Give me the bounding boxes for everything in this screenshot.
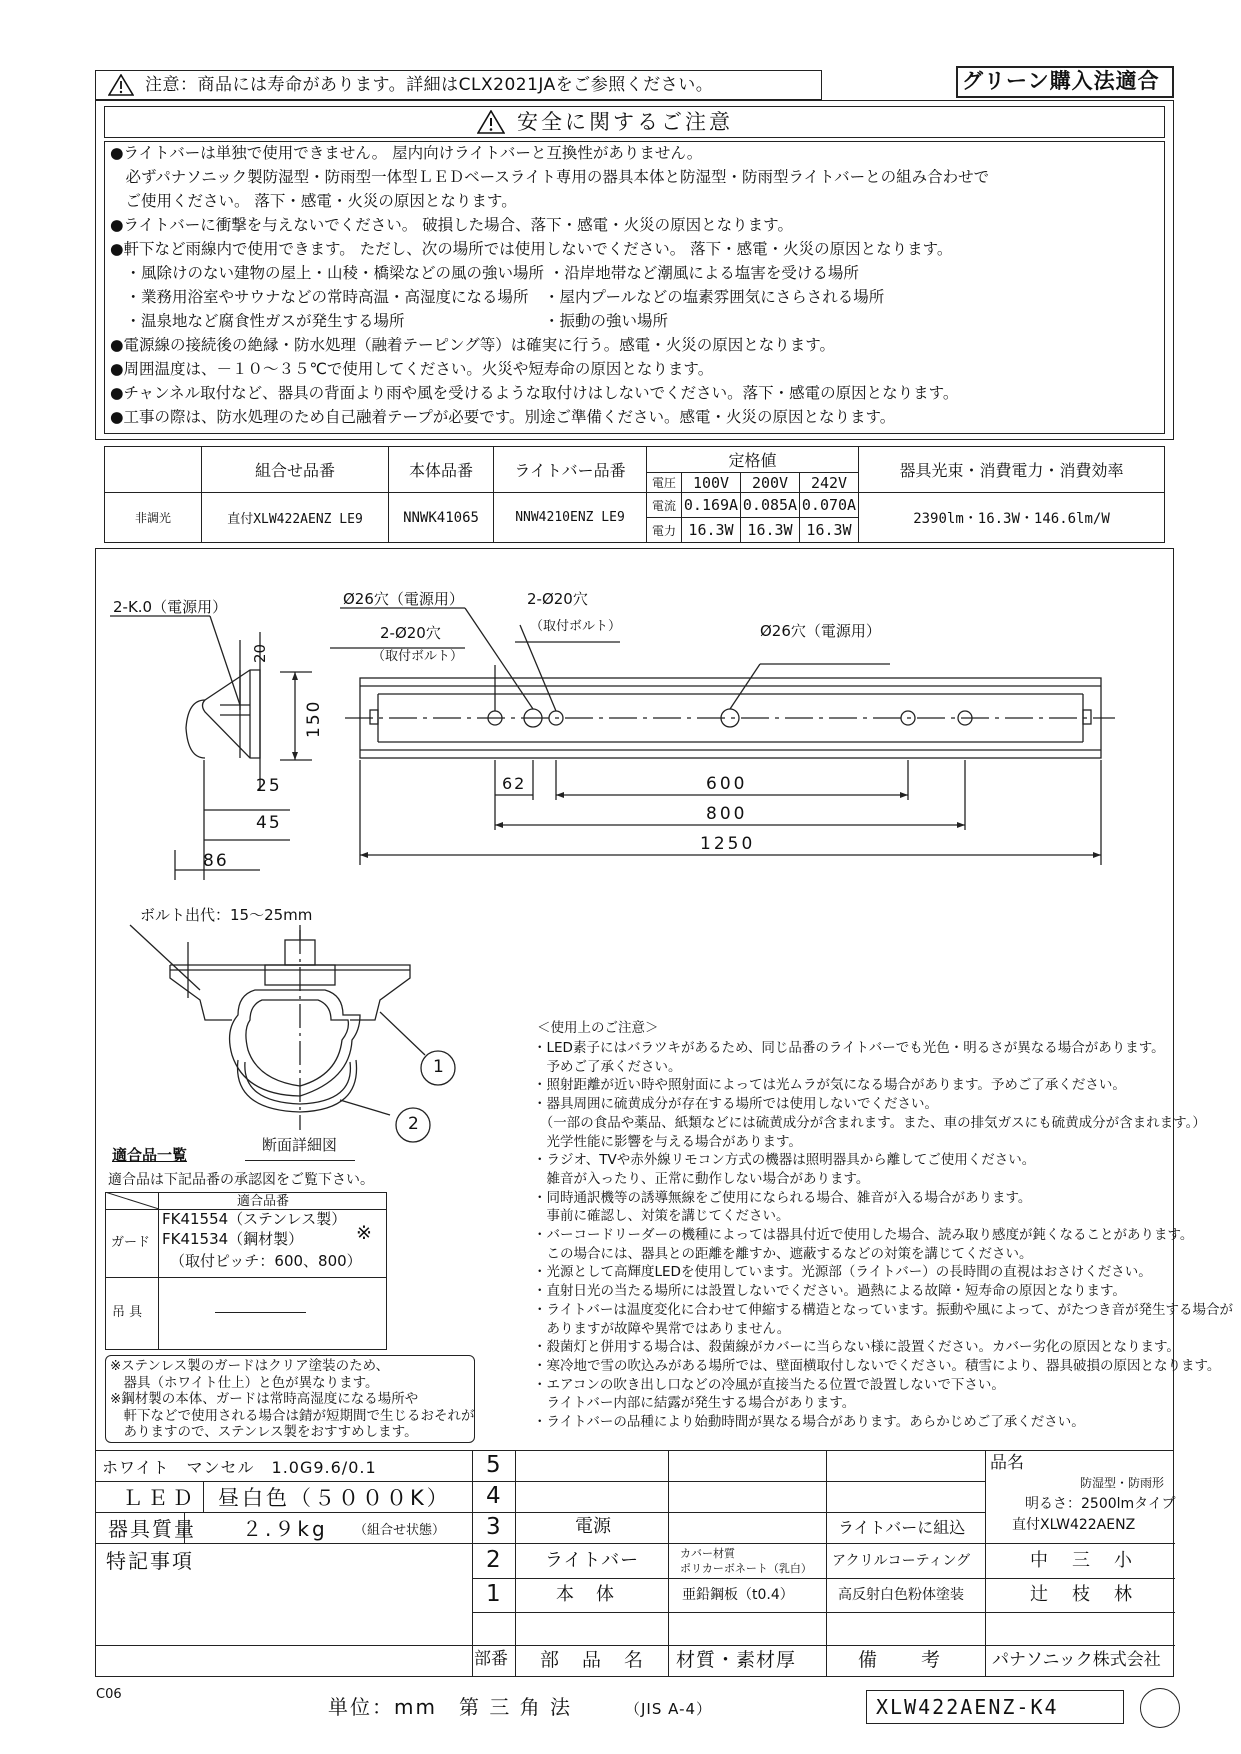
h-efficacy: 器具光束・消費電力・消費効率 (859, 447, 1165, 493)
guard-mark: ※ (356, 1222, 372, 1244)
c-200: 0.085A (741, 493, 800, 518)
guard-line-3: （取付ピッチ：600、800） (170, 1252, 362, 1270)
p-200: 16.3W (741, 518, 800, 543)
tb-top (95, 1450, 1174, 1451)
safety-line: ●チャンネル取付など、器具の背面より雨や風を受けるような取付けはしないでください。落下・感電の原因となります。 (110, 384, 959, 402)
tb-r1-note: 高反射白色粉体塗装 (838, 1587, 964, 1603)
tb-r2-name: ライトバー (545, 1550, 640, 1571)
dim-1250: 1250 (700, 834, 756, 854)
tb-r3-name: 電源 (575, 1516, 611, 1537)
usage-line: ・直射日光の当たる場所には設置しないでください。過熱による故障・短寿命の原因となります。 (533, 1283, 1126, 1300)
compat-note-line: ありますので、ステンレス製をおすすめします。 (110, 1424, 418, 1440)
top-notice-text: 注意：商品には寿命があります。詳細はCLX2021JAをご参照ください。 (145, 75, 714, 95)
row-label: 非調光 (105, 493, 202, 543)
tb-hinmei: 品名 (990, 1453, 1024, 1473)
compat-note-line: 器具（ホワイト仕上）と色が異なります。 (110, 1374, 379, 1391)
tb-prod-3: 直付XLW422AENZ (1012, 1517, 1136, 1533)
compat-diagonal (105, 1192, 159, 1209)
tb-n1: 1 (486, 1581, 501, 1607)
h-combo: 組合せ品番 (202, 447, 389, 493)
guard-line-2: FK41534（鋼材製） (162, 1230, 304, 1248)
usage-line: 光学性能に影響を与える場合があります。 (533, 1133, 802, 1150)
tb-light-src: ＬＥＤ (122, 1486, 197, 1510)
tb-r2-note: アクリルコーティング (832, 1553, 971, 1569)
safety-line: ・温泉地など腐食性ガスが発生する場所 ・振動の強い場所 (110, 312, 669, 330)
usage-line: ・照射距離が近い時や照射面によっては光ムラが気になる場合があります。予めご了承ください。 (533, 1077, 1126, 1094)
usage-line: 予めご了承ください。 (533, 1058, 682, 1075)
v-200: 200V (741, 473, 800, 493)
safety-line: ●電源線の接続後の絶縁・防水処理（融着テーピング等）は確実に行う。感電・火災の原因となります。 (110, 336, 835, 354)
footer-code: C06 (96, 1687, 122, 1702)
v-100: 100V (682, 473, 741, 493)
compat-title: 適合品一覧 (112, 1146, 188, 1164)
safety-line: ・業務用浴室やサウナなどの常時高温・高湿度になる場所 ・屋内プールなどの塩素雰囲気にさらされる場所 (110, 288, 885, 306)
usage-line: 雑音が入ったり、正常に動作しない場合があります。 (533, 1170, 870, 1187)
usage-line: ・LED素子にはバラツキがあるため、同じ品番のライトバーでも光色・明るさが異なる場合があります。 (533, 1040, 1165, 1056)
revision-circle (1140, 1688, 1180, 1728)
tb-prod-2: 明るさ：2500lmタイプ (1025, 1496, 1176, 1512)
label-d20-a-sub: （取付ボルト） (372, 649, 464, 664)
efficacy-value: 2390lm・16.3W・146.6lm/W (859, 493, 1165, 543)
safety-title: 安全に関するご注意 (517, 110, 733, 134)
tb-n3: 3 (486, 1514, 501, 1540)
usage-line: ・光源として高輝度LEDを使用しています。光源部（ライトバー）の長時間の直視はおさけください。 (533, 1264, 1152, 1281)
dim-86: 86 (203, 851, 229, 871)
compat-col (158, 1192, 159, 1350)
dim-600: 600 (706, 774, 748, 794)
safety-line: ●ライトバーに衝撃を与えないでください。 破損した場合、落下・感電・火災の原因となります。 (110, 216, 793, 234)
safety-line: ・風除けのない建物の屋上・山稜・橋梁などの風の強い場所 ・沿岸地帯など潮風による塩害を受ける場所 (110, 264, 859, 282)
usage-line: 事前に確認し、対策を講じてください。 (533, 1208, 790, 1225)
label-d20-b-sub: （取付ボルト） (530, 619, 622, 634)
dim-25: 25 (256, 776, 282, 796)
tb-n2: 2 (486, 1547, 501, 1573)
hang-label: 吊 具 (112, 1305, 143, 1320)
tb-special: 特記事項 (106, 1549, 194, 1573)
compat-hline2 (105, 1277, 387, 1278)
dim-45: 45 (256, 813, 282, 833)
h-voltage: 電圧 (647, 473, 682, 493)
callout-2: 2 (408, 1114, 419, 1134)
dim-800: 800 (706, 804, 748, 824)
usage-line: ・ラジオ、TVや赤外線リモコン方式の機器は照明器具から離してご使用ください。 (533, 1152, 1036, 1169)
footer-unit: 単位：mm 第 三 角 法 (328, 1695, 573, 1719)
usage-line: この場合には、器具との距離を離すか、遮蔽するなどの対策を講じてください。 (533, 1245, 1033, 1262)
c-242: 0.070A (800, 493, 859, 518)
p-100: 16.3W (682, 518, 741, 543)
combo-value: 直付XLW422AENZ LE9 (202, 493, 389, 543)
body-value: NNWK41065 (389, 493, 494, 543)
dim-20: 20 (251, 643, 269, 663)
label-k0: 2-K.0（電源用） (113, 598, 228, 616)
tb-color: ホワイト マンセル 1.0G9.6/0.1 (102, 1458, 377, 1477)
usage-line: ・器具周囲に硫黄成分が存在する場所では使用しないでください。 (533, 1096, 938, 1113)
usage-line: ・ライトバーは温度変化に合わせて伸縮する構造となっています。振動や風によって、がたつき音が発生する場合が (533, 1301, 1233, 1318)
tb-sig-1: 中 三 小 (1030, 1550, 1135, 1571)
h-current: 電流 (647, 493, 682, 518)
tb-sig-2: 辻 枝 林 (1030, 1584, 1135, 1605)
tb-mass-value: ２.９kg (242, 1517, 328, 1541)
drawing-number: XLW422AENZ-K4 (876, 1695, 1059, 1719)
tb-light-color: 昼白色（５０００K） (218, 1486, 451, 1510)
label-section: 断面詳細図 (262, 1136, 338, 1154)
usage-line: ・殺菌灯と併用する場合は、殺菌線がカバーに当らない様に設置ください。カバー劣化の原因となります。 (533, 1339, 1180, 1356)
guard-line-1: FK41554（ステンレス製） (162, 1210, 347, 1228)
h-bar: ライトバー品番 (494, 447, 647, 493)
tb-mass-label: 器具質量 (108, 1517, 196, 1541)
tb-h-no: 部番 (474, 1649, 508, 1669)
safety-line: ●ライトバーは単独で使用できません。 屋内向けライトバーと互換性がありません。 (110, 144, 703, 162)
tb-r2-mat2: ポリカーボネート（乳白） (680, 1562, 812, 1575)
h-power: 電力 (647, 518, 682, 543)
guard-label: ガード (111, 1235, 151, 1250)
usage-title: ＜使用上のご注意＞ (537, 1020, 659, 1036)
label-bolt: ボルト出代：15～25mm (140, 906, 313, 924)
tb-n4: 4 (486, 1483, 501, 1509)
callout-1: 1 (433, 1057, 444, 1077)
h-body: 本体品番 (389, 447, 494, 493)
tb-mass-sub: （組合せ状態） (354, 1523, 446, 1538)
tb-r3-note: ライトバーに組込 (838, 1518, 966, 1537)
footer-jis: （JIS A-4） (625, 1700, 713, 1718)
tb-r1-name: 本 体 (556, 1584, 616, 1605)
tb-h-name: 部 品 名 (540, 1649, 646, 1671)
safety-line: ご使用ください。 落下・感電・火災の原因となります。 (110, 192, 517, 210)
compat-header: 適合品番 (237, 1194, 290, 1209)
tb-r1-mat: 亜鉛鋼板（t0.4） (682, 1587, 794, 1603)
usage-line: ・バーコードリーダーの機種によっては器具付近で使用した場合、読み取り感度が鈍くなることがあります。 (533, 1227, 1194, 1243)
v-242: 242V (800, 473, 859, 493)
c-100: 0.169A (682, 493, 741, 518)
usage-line: ライトバー内部に結露が発生する場合があります。 (533, 1395, 856, 1412)
bar-value: NNW4210ENZ LE9 (494, 493, 647, 543)
safety-line: ●工事の際は、防水処理のため自己融着テープが必要です。別途ご準備ください。感電・火災の原因となります。 (110, 408, 896, 426)
usage-line: ありますが故障や異常ではありません。 (533, 1320, 791, 1337)
compat-note-line: ※鋼材製の本体、ガードは常時高湿度になる場所や (110, 1391, 419, 1407)
h-rating: 定格値 (647, 447, 859, 473)
tb-r2-mat1: カバー材質 (680, 1547, 735, 1560)
label-d20-b: 2-Ø20穴 (527, 590, 588, 608)
dim-62: 62 (502, 774, 527, 793)
section-underline (245, 1160, 355, 1161)
compat-note-line: ※ステンレス製のガードはクリア塗装のため、 (110, 1358, 390, 1374)
hang-value: ――――――― (215, 1305, 306, 1320)
safety-line: 必ずパナソニック製防湿型・防雨型一体型ＬＥＤベースライト専用の器具本体と防湿型・防雨型ライトバーとの組み合わせで (110, 168, 990, 186)
safety-line: ●軒下など雨線内で使用できます。 ただし、次の場所では使用しないでください。 落下・感電・火災の原因となります。 (110, 240, 953, 258)
green-badge-text: グリーン購入法適合 (962, 69, 1160, 93)
tb-company: パナソニック株式会社 (992, 1650, 1161, 1670)
p-242: 16.3W (800, 518, 859, 543)
label-d20-a: 2-Ø20穴 (380, 624, 441, 642)
usage-line: ・寒冷地で雪の吹込みがある場所では、壁面横取付しないでください。積雪により、器具破損の原因となります。 (533, 1357, 1221, 1374)
tb-h-note: 備 考 (858, 1649, 943, 1671)
label-d26-b: Ø26穴（電源用） (760, 622, 881, 640)
compat-note: 適合品は下記品番の承認図をご覧下さい。 (108, 1172, 374, 1188)
tb-n5: 5 (486, 1452, 501, 1478)
label-d26-a: Ø26穴（電源用） (343, 590, 464, 608)
tb-h-mat: 材質・素材厚 (676, 1649, 797, 1671)
safety-line: ●周囲温度は、－１０～３５℃で使用してください。火災や短寿命の原因となります。 (110, 360, 714, 378)
usage-line: ・エアコンの吹き出し口などの冷風が直接当たる位置で設置しないで下さい。 (533, 1376, 1005, 1393)
usage-line: ・同時通訳機等の誘導無線をご使用になられる場合、雑音が入る場合があります。 (533, 1189, 1032, 1206)
dim-150: 150 (304, 699, 324, 738)
tb-prod-1: 防湿型・防雨形 (1080, 1476, 1165, 1490)
compat-note-line: 軒下などで使用される場合は錆が短期間で生じるおそれが (110, 1407, 475, 1424)
usage-line: （一部の食品や薬品、紙類などには硫黄成分が含まれます。また、車の排気ガスにも硫黄成分が含まれます。） (533, 1114, 1206, 1131)
usage-line: ・ライトバーの品種により始動時間が異なる場合があります。あらかじめご了承ください。 (533, 1414, 1085, 1430)
